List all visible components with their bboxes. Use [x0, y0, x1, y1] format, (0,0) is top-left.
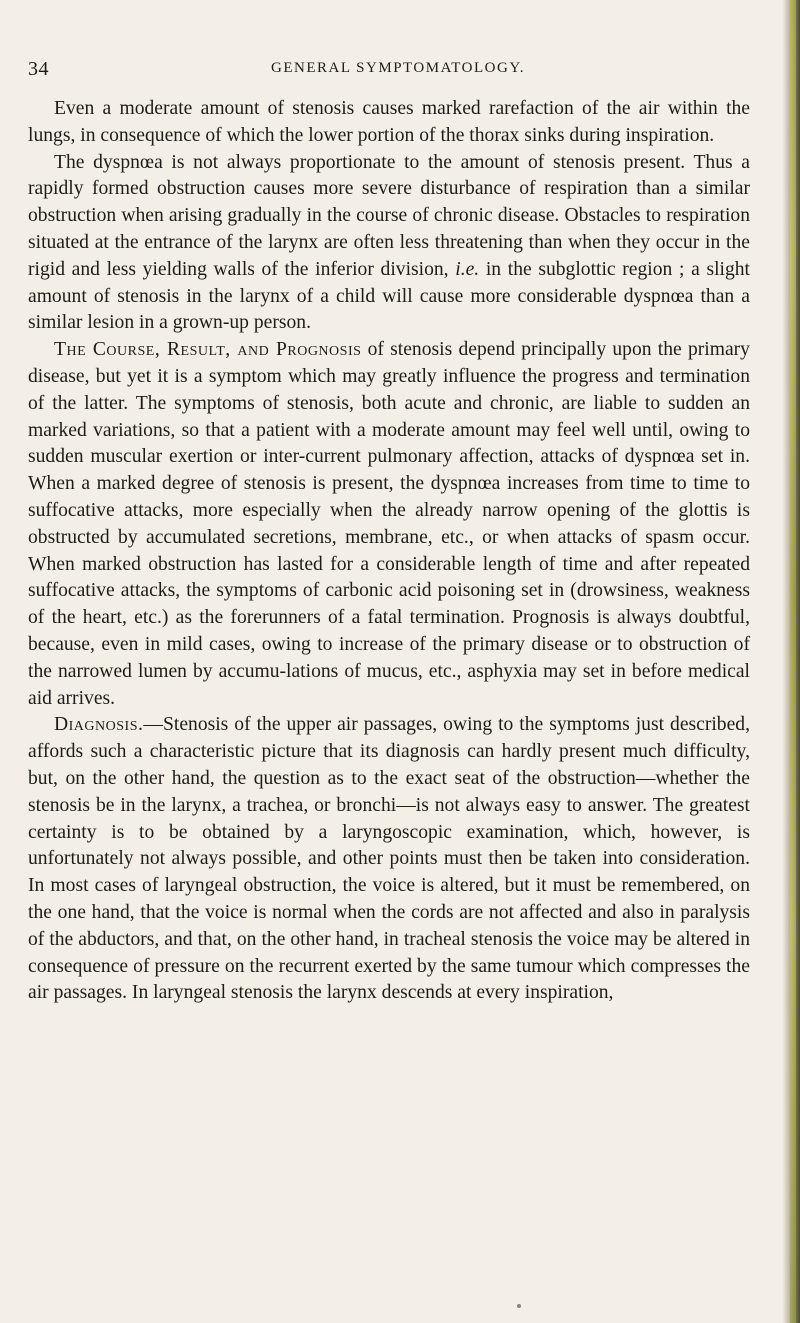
paragraph-text: of stenosis depend principally upon the primary disease, but yet it is a symptom which may greatly influence the progress and termination of the latter. The symptoms of stenosis, both acute and chronic, are liable to sudden an marked variations, so that a patient with a moderate amount may feel well until, owing to sudden muscular exertion or inter-current pulmonary affection, attacks of dyspnœa set in. When a marked degree of stenosis is present, the dyspnœa increases from time to time to suffocative attacks, more especially when the already narrow opening of the glottis is obstructed by accumulated secretions, membrane, etc., or when attacks of spasm occur. When marked obstruction has lasted for a considerable length of time and after repeated suffocative attacks, the symptoms of carbonic acid poisoning set in (drowsiness, weakness of the heart, etc.) as the forerunners of a fatal termination. Prognosis is always doubtful, because, even in mild cases, owing to increase of the primary disease or to obstruction of the narrowed lumen by accumu-lations of mucus, etc., asphyxia may set in before medical aid arrives. [28, 339, 750, 709]
section-heading-prognosis: The Course, Result, and Prognosis [54, 339, 362, 361]
paragraph-prognosis [28, 337, 750, 712]
paragraph-text: Even a moderate amount of stenosis causes marked rarefaction of the air within the lungs, in consequence of which the lower portion of the thorax sinks during inspiration. [28, 98, 750, 146]
paragraph-text: —Stenosis of the upper air passages, owing to the symptoms just described, affords such a characteristic picture that its diagnosis can hardly present much difficulty, but, on the other hand, the question as to the exact seat of the obstruction—whether the stenosis be in the larynx, a trachea, or bronchi—is not always easy to answer. The greatest certainty is to be obtained by a laryngoscopic examination, which, however, is unfortunately not always possible, and other points must then be taken into consideration. In most cases of laryngeal obstruction, the voice is altered, but it must be remembered, on the one hand, that the voice is normal when the cords are not affected and also in paralysis of the abductors, and that, on the other hand, in tracheal stenosis the voice may be altered in consequence of pressure on the recurrent exerted by the same tumour which compresses the air passages. In laryngeal stenosis the larynx descends at every inspiration, [28, 714, 750, 1004]
page-edge-tint [790, 0, 796, 1323]
page-header [28, 58, 748, 82]
body-text [28, 96, 750, 1007]
italic-ie: i.e. [455, 258, 480, 280]
section-heading-diagnosis: Diagnosis. [54, 714, 144, 736]
paragraph-dyspnoea [28, 150, 750, 338]
paragraph-text: The dyspnœa is not always proportionate to the amount of stenosis present. Thus a rapidly formed obstruction causes more severe disturbance of respiration than a similar obstruction when arising gradually in the course of chronic disease. Obstacles to respiration situated at the entrance of the larynx are often less threatening than when they occur in the rigid and less yielding walls of the inferior division, [28, 151, 750, 280]
page-number: 34 [28, 58, 49, 80]
paragraph-rarefaction [28, 96, 750, 150]
print-speck [517, 1304, 521, 1308]
running-head: GENERAL SYMPTOMATOLOGY. [271, 60, 525, 76]
paragraph-diagnosis [28, 712, 750, 1007]
paragraph-text: in the subglottic region ; a slight amount of stenosis in the larynx of a child will cause more considerable dyspnœa than a similar lesion in a grown-up person. [28, 258, 751, 334]
